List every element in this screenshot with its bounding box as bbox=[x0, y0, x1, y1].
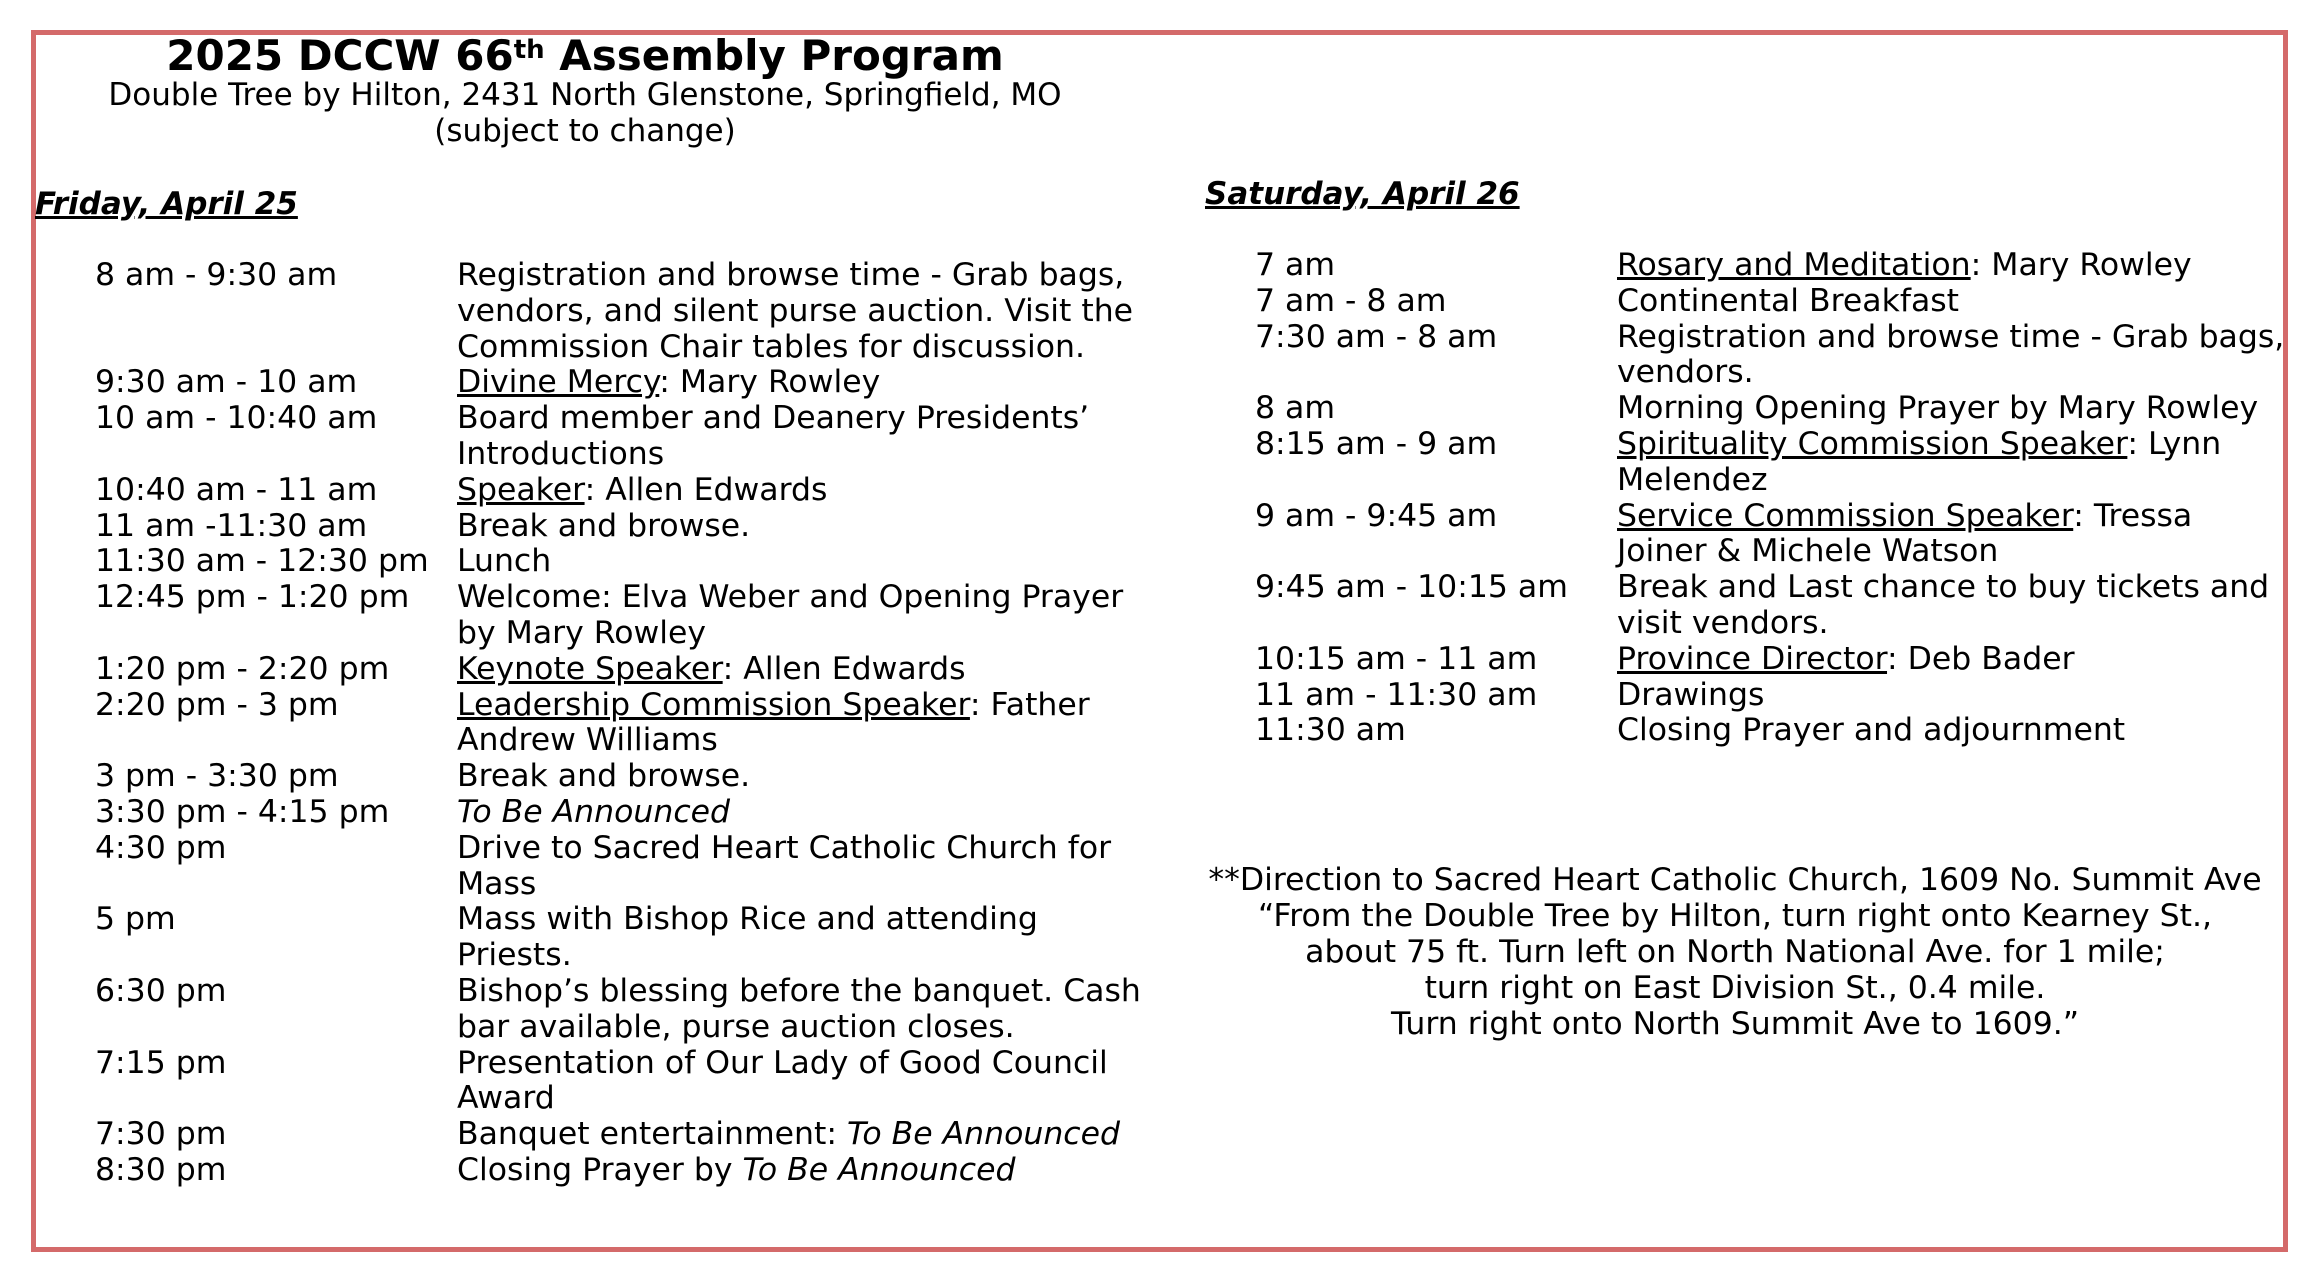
schedule-description bbox=[1617, 570, 2285, 642]
schedule-description bbox=[1617, 427, 2285, 499]
session-label: Divine Mercy bbox=[457, 364, 660, 401]
schedule-description bbox=[1617, 713, 2285, 749]
schedule-description bbox=[457, 688, 1155, 760]
schedule-description bbox=[457, 1046, 1155, 1118]
schedule-time: 7:30 am - 8 am bbox=[1255, 318, 1498, 355]
schedule-row bbox=[95, 902, 1155, 974]
schedule-time: 7:30 pm bbox=[95, 1116, 227, 1153]
schedule-row bbox=[95, 509, 1155, 545]
schedule-row bbox=[95, 759, 1155, 795]
schedule-description bbox=[457, 652, 1155, 688]
schedule-row bbox=[95, 1117, 1155, 1153]
schedule-time: 10 am - 10:40 am bbox=[95, 400, 378, 437]
session-label: Rosary and Meditation bbox=[1617, 247, 1971, 283]
page-title bbox=[0, 30, 1170, 82]
session-text: : Tressa Joiner & Michele Watson bbox=[1617, 497, 2193, 570]
schedule-description bbox=[457, 258, 1155, 365]
schedule-row bbox=[1255, 284, 2285, 320]
friday-heading: Friday, April 25 bbox=[35, 186, 298, 222]
session-text: Closing Prayer by bbox=[457, 1151, 743, 1188]
schedule-description bbox=[1617, 678, 2285, 714]
schedule-row bbox=[95, 473, 1155, 509]
schedule-row bbox=[95, 688, 1155, 760]
session-italic-text: To Be Announced bbox=[457, 793, 731, 830]
schedule-row bbox=[1255, 391, 2285, 427]
schedule-time: 7 am bbox=[1255, 247, 1336, 283]
session-label: Service Commission Speaker bbox=[1617, 497, 2074, 534]
session-text: Continental Breakfast bbox=[1617, 282, 1960, 319]
directions-line: about 75 ft. Turn left on North National Ave. for 1 mile; bbox=[1305, 934, 2165, 970]
change-note: (subject to change) bbox=[434, 113, 736, 149]
session-text: Presentation of Our Lady of Good Council Award bbox=[457, 1044, 1108, 1117]
schedule-row bbox=[95, 401, 1155, 473]
schedule-description bbox=[457, 365, 1155, 401]
session-text: Break and browse. bbox=[457, 758, 751, 795]
schedule-description bbox=[457, 831, 1155, 903]
schedule-time: 8 am bbox=[1255, 390, 1336, 427]
title-text-end: Assembly Program bbox=[544, 31, 1004, 80]
session-text: Break and browse. bbox=[457, 507, 751, 544]
schedule-description bbox=[457, 1117, 1155, 1153]
schedule-row bbox=[95, 580, 1155, 652]
schedule-row bbox=[1255, 248, 2285, 284]
schedule-time: 11:30 am - 12:30 pm bbox=[95, 543, 429, 580]
schedule-description bbox=[457, 759, 1155, 795]
session-italic-text: To Be Announced bbox=[742, 1151, 1016, 1188]
schedule-description bbox=[457, 795, 1155, 831]
schedule-time: 12:45 pm - 1:20 pm bbox=[95, 579, 410, 616]
session-text: Lunch bbox=[457, 543, 552, 580]
schedule-row bbox=[95, 1046, 1155, 1118]
schedule-time: 7 am - 8 am bbox=[1255, 282, 1447, 319]
session-text: : Lynn Melendez bbox=[1617, 425, 2222, 498]
session-text: : Mary Rowley bbox=[1970, 247, 2192, 283]
schedule-row bbox=[95, 1153, 1155, 1189]
schedule-time: 4:30 pm bbox=[95, 829, 227, 866]
schedule-row bbox=[1255, 427, 2285, 499]
schedule-row bbox=[95, 365, 1155, 401]
schedule-time: 3 pm - 3:30 pm bbox=[95, 758, 339, 795]
session-text: Drive to Sacred Heart Catholic Church for Mass bbox=[457, 829, 1112, 902]
schedule-time: 1:20 pm - 2:20 pm bbox=[95, 650, 390, 687]
schedule-row bbox=[1255, 642, 2285, 678]
directions-line: “From the Double Tree by Hilton, turn right onto Kearney St., bbox=[1258, 898, 2212, 934]
schedule-description bbox=[1617, 248, 2285, 284]
schedule-time: 8:15 am - 9 am bbox=[1255, 425, 1498, 462]
session-label: Spirituality Commission Speaker bbox=[1617, 425, 2128, 462]
schedule-description bbox=[1617, 499, 2285, 571]
title-superscript: th bbox=[513, 35, 545, 65]
schedule-description bbox=[457, 473, 1155, 509]
schedule-time: 10:15 am - 11 am bbox=[1255, 640, 1538, 677]
schedule-time: 11 am -11:30 am bbox=[95, 507, 368, 544]
schedule-row bbox=[95, 544, 1155, 580]
session-text: Morning Opening Prayer by Mary Rowley bbox=[1617, 390, 2259, 427]
schedule-row bbox=[1255, 678, 2285, 714]
schedule-description bbox=[457, 1153, 1155, 1189]
session-text: : Allen Edwards bbox=[584, 471, 828, 508]
directions-line: Turn right onto North Summit Ave to 1609.” bbox=[1390, 1006, 2080, 1042]
schedule-row bbox=[95, 974, 1155, 1046]
session-text: : Father Andrew Williams bbox=[457, 686, 1090, 759]
schedule-time: 3:30 pm - 4:15 pm bbox=[95, 793, 390, 830]
session-text: Bishop’s blessing before the banquet. Cash bar available, purse auction closes. bbox=[457, 972, 1141, 1045]
schedule-description bbox=[457, 580, 1155, 652]
schedule-time: 5 pm bbox=[95, 901, 176, 938]
schedule-time: 9 am - 9:45 am bbox=[1255, 497, 1498, 534]
session-text: Registration and browse time - Grab bags, vendors, and silent purse auction. Visit the Commission Chair tables for discussion. bbox=[457, 257, 1134, 365]
session-text: Board member and Deanery Presidents’ Introductions bbox=[457, 400, 1090, 472]
session-label: Keynote Speaker bbox=[457, 650, 723, 687]
session-text: Break and Last chance to buy tickets and visit vendors. bbox=[1617, 569, 2270, 641]
friday-schedule bbox=[95, 258, 1155, 1189]
schedule-description bbox=[1617, 320, 2285, 392]
schedule-description bbox=[1617, 284, 2285, 320]
schedule-row bbox=[1255, 499, 2285, 571]
schedule-time: 7:15 pm bbox=[95, 1044, 227, 1081]
schedule-row bbox=[95, 258, 1155, 365]
saturday-heading: Saturday, April 26 bbox=[1205, 176, 1520, 212]
directions-line: turn right on East Division St., 0.4 mile. bbox=[1424, 970, 2046, 1006]
schedule-time: 6:30 pm bbox=[95, 972, 227, 1009]
session-label: Speaker bbox=[457, 471, 585, 508]
session-text: Drawings bbox=[1617, 676, 1765, 713]
schedule-description bbox=[457, 509, 1155, 545]
schedule-row bbox=[95, 831, 1155, 903]
schedule-time: 8:30 pm bbox=[95, 1151, 227, 1188]
schedule-time: 2:20 pm - 3 pm bbox=[95, 686, 339, 723]
schedule-row bbox=[1255, 713, 2285, 749]
session-text: Closing Prayer and adjournment bbox=[1617, 712, 2126, 749]
saturday-schedule bbox=[1255, 248, 2285, 749]
session-text: : Deb Bader bbox=[1887, 640, 2075, 677]
schedule-description bbox=[457, 902, 1155, 974]
session-text: Banquet entertainment: bbox=[457, 1116, 847, 1153]
schedule-description bbox=[1617, 391, 2285, 427]
schedule-description bbox=[1617, 642, 2285, 678]
schedule-time: 9:30 am - 10 am bbox=[95, 364, 358, 401]
schedule-time: 11:30 am bbox=[1255, 712, 1406, 749]
venue-line: Double Tree by Hilton, 2431 North Glenstone, Springfield, MO bbox=[108, 77, 1062, 113]
session-text: Welcome: Elva Weber and Opening Prayer by Mary Rowley bbox=[457, 579, 1124, 651]
session-italic-text: To Be Announced bbox=[846, 1116, 1120, 1153]
session-text: Registration and browse time - Grab bags, vendors. bbox=[1617, 318, 2285, 391]
session-text: : Allen Edwards bbox=[722, 650, 966, 687]
schedule-time: 10:40 am - 11 am bbox=[95, 471, 378, 508]
session-text: : Mary Rowley bbox=[659, 364, 881, 401]
session-label: Leadership Commission Speaker bbox=[457, 686, 970, 723]
schedule-time: 8 am - 9:30 am bbox=[95, 257, 338, 293]
schedule-description bbox=[457, 544, 1155, 580]
schedule-description bbox=[457, 974, 1155, 1046]
directions-block bbox=[1160, 862, 2310, 1042]
schedule-row bbox=[95, 795, 1155, 831]
session-label: Province Director bbox=[1617, 640, 1888, 677]
schedule-description bbox=[457, 401, 1155, 473]
schedule-row bbox=[1255, 320, 2285, 392]
title-text: 2025 DCCW 66 bbox=[166, 31, 514, 80]
directions-line: **Direction to Sacred Heart Catholic Church, 1609 No. Summit Ave bbox=[1208, 862, 2262, 898]
session-text: Mass with Bishop Rice and attending Priests. bbox=[457, 901, 1038, 974]
schedule-time: 11 am - 11:30 am bbox=[1255, 676, 1538, 713]
schedule-row bbox=[95, 652, 1155, 688]
schedule-time: 9:45 am - 10:15 am bbox=[1255, 569, 1568, 606]
schedule-row bbox=[1255, 570, 2285, 642]
